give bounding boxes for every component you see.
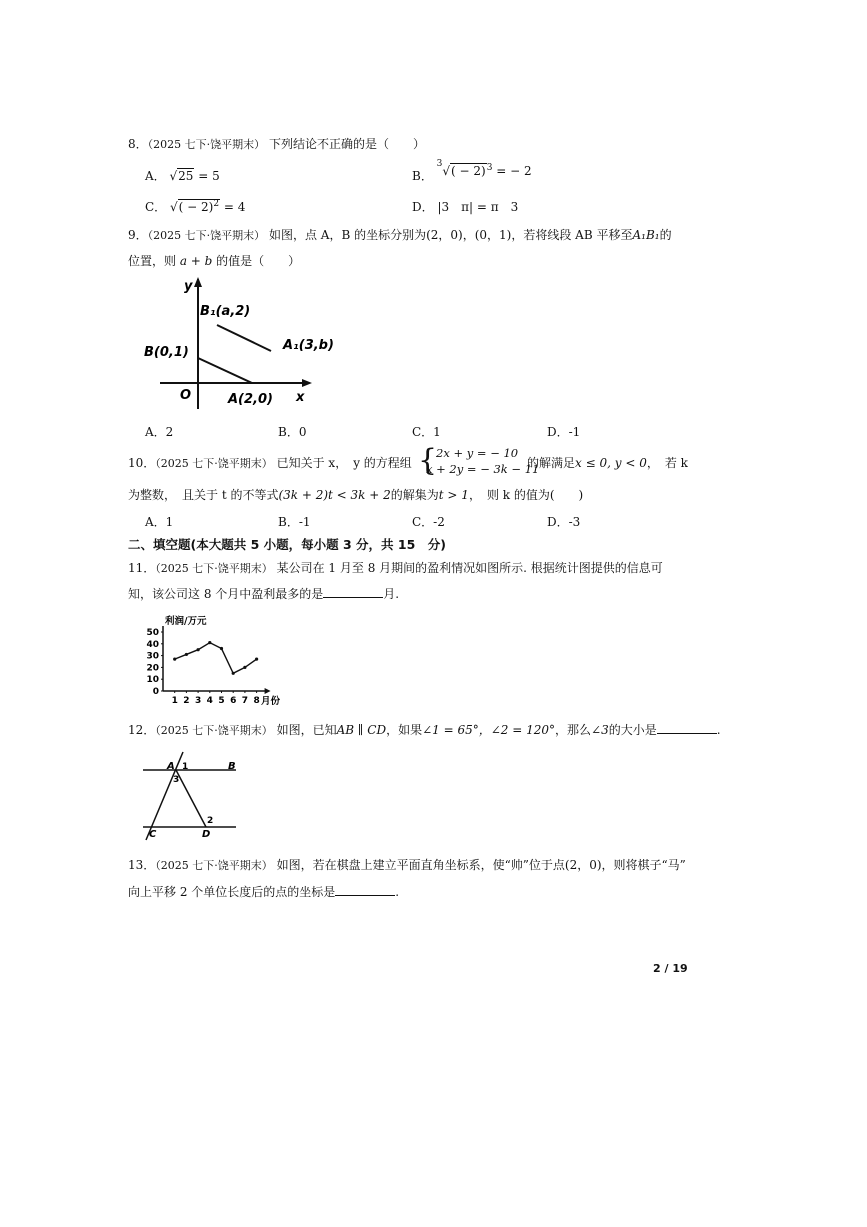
chart-ylabel: 利润/万元 [165, 616, 207, 627]
chart-y-tick-label: 10 [146, 675, 159, 686]
q10-stem-line1-end: 的解满足x ≤ 0, y < 0， 若 k [527, 456, 688, 470]
segment-a1b1 [217, 325, 271, 351]
x-axis-arrow [302, 379, 312, 387]
question-source: （2025 七下·饶平期末） [147, 229, 266, 242]
q10-option-a: A．1 [145, 515, 174, 529]
answer-blank [335, 883, 395, 896]
question-number: 8． [128, 137, 148, 151]
chart-data-point [255, 658, 258, 661]
label-c: C [149, 829, 157, 840]
q9-option-d: D．-1 [547, 425, 581, 439]
chart-y-tick-label: 0 [152, 687, 159, 697]
q10-option-b: B．-1 [278, 515, 311, 529]
chart-data-point [197, 648, 200, 651]
y-label: y [184, 279, 193, 294]
page-number: 2 / 19 [653, 962, 688, 975]
chart-y-tick-label: 40 [146, 639, 159, 650]
point-a1-label: A₁(3,b) [283, 338, 334, 353]
chart-x-tick-label: 3 [194, 696, 202, 706]
chart-data-point [232, 672, 235, 675]
chart-xlabel: 月份 [261, 696, 281, 707]
chart-data-point [208, 641, 211, 644]
label-angle1: 1 [182, 762, 189, 772]
chart-data-point [220, 647, 223, 650]
q13-stem-line1: 13．（2025 七下·饶平期末） 如图，若在棋盘上建立平面直角坐标系，使“帅”位于点(2，0)，则将棋子“马” [128, 858, 686, 872]
question-source: （2025 七下·饶平期末） [155, 457, 273, 470]
chart-x-tick-label: 5 [218, 696, 225, 706]
section-title: 二、填空题(本大题共 5 小题，每小题 3 分，共 15 分) [128, 537, 446, 552]
label-b: B [228, 761, 236, 772]
q10-stem-line2: 为整数， 且关于 t 的不等式(3k + 2)t < 3k + 2的解集为t > 1， 则 k 的值为( ) [128, 488, 584, 502]
point-b1-label: B₁(a,2) [200, 304, 251, 319]
label-angle3: 3 [173, 775, 180, 785]
q10-eq2: x + 2y = − 3k − 11 [426, 462, 540, 476]
chart-y-tick-label: 20 [146, 663, 159, 674]
chart-x-tick-label: 6 [230, 696, 237, 706]
q10-option-d: D．-3 [547, 515, 581, 529]
answer-blank [657, 721, 717, 734]
origin-label: O [180, 388, 192, 403]
q9-option-a: A．2 [145, 425, 174, 439]
question-source: （2025 七下·饶平期末） [155, 562, 273, 575]
question-number: 13． [128, 858, 156, 872]
label-a: A [167, 761, 175, 772]
chart-data-point [243, 666, 246, 669]
x-label: x [296, 390, 305, 405]
question-number: 11． [128, 561, 156, 575]
q9-option-b: B．0 [278, 425, 307, 439]
point-b-label: B(0,1) [144, 345, 189, 360]
q13-stem-line2: 向上平移 2 个单位长度后的点的坐标是 . [128, 885, 400, 899]
q9-option-c: C．1 [412, 425, 441, 439]
question-text: 下列结论不正确的是（ ） [268, 137, 425, 151]
question-source: （2025 七下·饶平期末） [155, 724, 273, 737]
label-angle2: 2 [207, 816, 214, 826]
segment-ab [198, 358, 252, 383]
chart-x-tick-label: 8 [253, 696, 260, 706]
q8-option-c: C． √( − 2)$^2$ = 4 [145, 199, 246, 214]
chart-x-tick-label: 7 [241, 696, 249, 706]
q10-option-c: C．-2 [412, 515, 445, 529]
question-source: （2025 七下·饶平期末） [155, 859, 273, 872]
answer-blank [323, 585, 383, 598]
y-axis-arrow [194, 277, 202, 287]
q8-option-b: B． $^3√( - 2)^3$ = − 2 [412, 159, 532, 183]
chart-data-point [185, 653, 188, 656]
q11-stem-line2: 知，该公司这 8 个月中盈利最多的是 月. [128, 587, 400, 601]
chart-x-axis-arrow [265, 688, 271, 694]
chart-x-tick-label: 2 [183, 696, 190, 706]
q11-stem-line1: 11．（2025 七下·饶平期末） 某公司在 1 月至 8 月期间的盈利情况如图所示. 根据统计图提供的信息可 [128, 561, 663, 575]
q9-stem-line1: 9．（2025 七下·饶平期末） 如图，点 A，B 的坐标分别为(2，0)，(0，1)，若将线段 AB 平移至A₁B₁的 [128, 228, 672, 242]
q8-option-d: D． |3 π| = π 3 [412, 200, 519, 214]
chart-x-tick-label: 4 [206, 696, 213, 706]
question-number: 9． [128, 228, 148, 242]
q10-eq1: 2x + y = − 10 [436, 446, 519, 460]
chart-y-tick-label: 30 [146, 651, 159, 662]
chart-data-point [173, 658, 176, 661]
point-a-label: A(2,0) [228, 392, 273, 407]
label-d: D [202, 829, 211, 840]
question-number: 10． [128, 456, 156, 470]
question-source: （2025 七下·饶平期末） [147, 138, 266, 151]
chart-x-tick-label: 1 [171, 696, 178, 706]
q12-parallel-lines-figure [140, 750, 240, 842]
q8-option-a: A． √25 = 5 [145, 169, 220, 183]
chart-y-tick-label: 50 [146, 628, 159, 638]
q10-stem-line1: 10．（2025 七下·饶平期末） 已知关于 x， y 的方程组 [128, 456, 412, 470]
q11-line-chart [140, 612, 290, 712]
q9-stem-line2: 位置，则 a + b 的值是（ ） [128, 254, 301, 268]
segment-ad [176, 770, 206, 827]
question-number: 12． [128, 723, 156, 737]
q9-coordinate-figure [140, 275, 340, 415]
q10-system-brace: { [418, 443, 438, 478]
q8-stem [128, 135, 425, 152]
q12-stem: 12．（2025 七下·饶平期末） 如图，已知AB ∥ CD，如果∠1 = 65°，∠2 = 120°，那么∠3的大小是 . [128, 723, 721, 737]
